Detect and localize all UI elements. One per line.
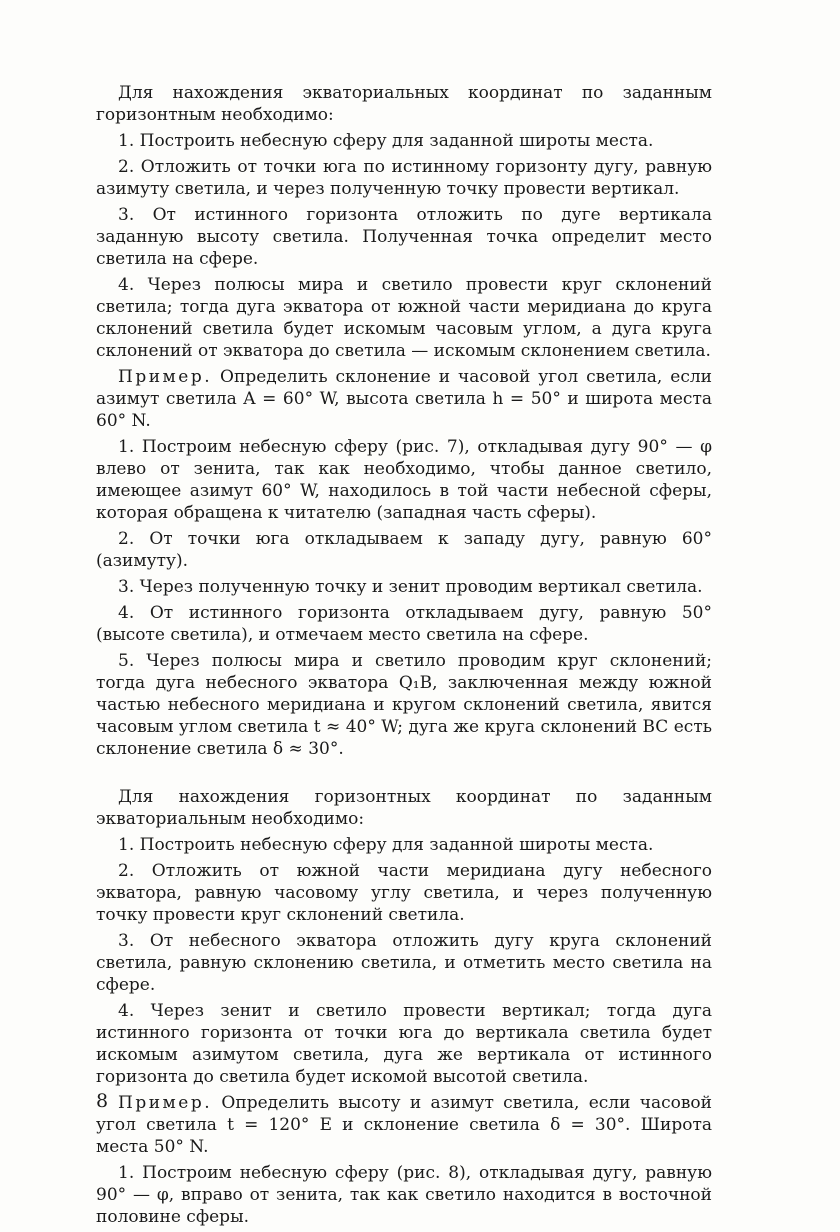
section2-step-1: 1. Построить небесную сферу для заданной широты места.: [118, 835, 654, 855]
section1-step-4: 4. Через полюсы мира и светило провести круг склонений светила; тогда дуга экватора от южной части меридиана до круга склонений светила будет искомым часовым углом, а дуга круга склонений от экватора до светила — искомым склонением светила.: [96, 275, 712, 361]
section1-example-text: Определить склонение и часовой угол светила, если азимут светила A = 60° W, высота светила h = 50° и широта места 60° N.: [96, 367, 712, 431]
section1-solution-5: 5. Через полюсы мира и светило проводим круг склонений; тогда дуга небесного экватора Q₁B, заключенная между южной частью небесного меридиана и кругом склонений светила, явится часовым углом светила t ≈ 40° W; дуга же круга склонений BC есть склонение светила δ ≈ 30°.: [96, 651, 712, 759]
section1-solution-1: 1. Построим небесную сферу (рис. 7), откладывая дугу 90° — φ влево от зенита, так как необходимо, чтобы данное светило, имеющее азимут 60° W, находилось в той части небесной сферы, которая обращена к читателю (западная часть сферы).: [96, 437, 712, 523]
section2-step-3: 3. От небесного экватора отложить дугу круга склонений светила, равную склонению светила, и отметить место светила на сфере.: [96, 931, 712, 995]
section1-intro: Для нахождения экваториальных координат по заданным горизонтным необходимо:: [96, 83, 712, 125]
section1-solution-4: 4. От истинного горизонта откладываем дугу, равную 50° (высоте светила), и отмечаем место светила на сфере.: [96, 603, 712, 645]
section2-example-label: Пример.: [118, 1093, 213, 1113]
page-number: 8: [96, 1090, 109, 1112]
section2-intro: Для нахождения горизонтных координат по заданным экваториальным необходимо:: [96, 787, 712, 829]
section1-example-label: Пример.: [118, 367, 213, 387]
section1-solution-3: 3. Через полученную точку и зенит проводим вертикал светила.: [118, 577, 703, 597]
section2-example: [96, 1092, 712, 1158]
page-body: [96, 82, 712, 1232]
section2-step-4: 4. Через зенит и светило провести вертикал; тогда дуга истинного горизонта от точки юга до вертикала светила будет искомым азимутом светила, дуга же вертикала от истинного горизонта до светила будет искомой высотой светила.: [96, 1001, 712, 1087]
section1-example: [96, 366, 712, 432]
section1-step-1: 1. Построить небесную сферу для заданной широты места.: [118, 131, 654, 151]
section2-example-text: Определить высоту и азимут светила, если часовой угол светила t = 120° E и склонение светила δ = 30°. Широта места 50° N.: [96, 1093, 712, 1157]
section1-solution-2: 2. От точки юга откладываем к западу дугу, равную 60° (азимуту).: [96, 529, 712, 571]
section-gap: [96, 764, 712, 786]
section2-solution-1: 1. Построим небесную сферу (рис. 8), откладывая дугу, равную 90° — φ, вправо от зенита, так как светило находится в восточной половине сферы.: [96, 1163, 712, 1227]
section1-step-3: 3. От истинного горизонта отложить по дуге вертикала заданную высоту светила. Полученная точка определит место светила на сфере.: [96, 205, 712, 269]
section2-step-2: 2. Отложить от южной части меридиана дугу небесного экватора, равную часовому углу светила, и через полученную точку провести круг склонений светила.: [96, 861, 712, 925]
section1-step-2: 2. Отложить от точки юга по истинному горизонту дугу, равную азимуту светила, и через полученную точку провести вертикал.: [96, 157, 712, 199]
